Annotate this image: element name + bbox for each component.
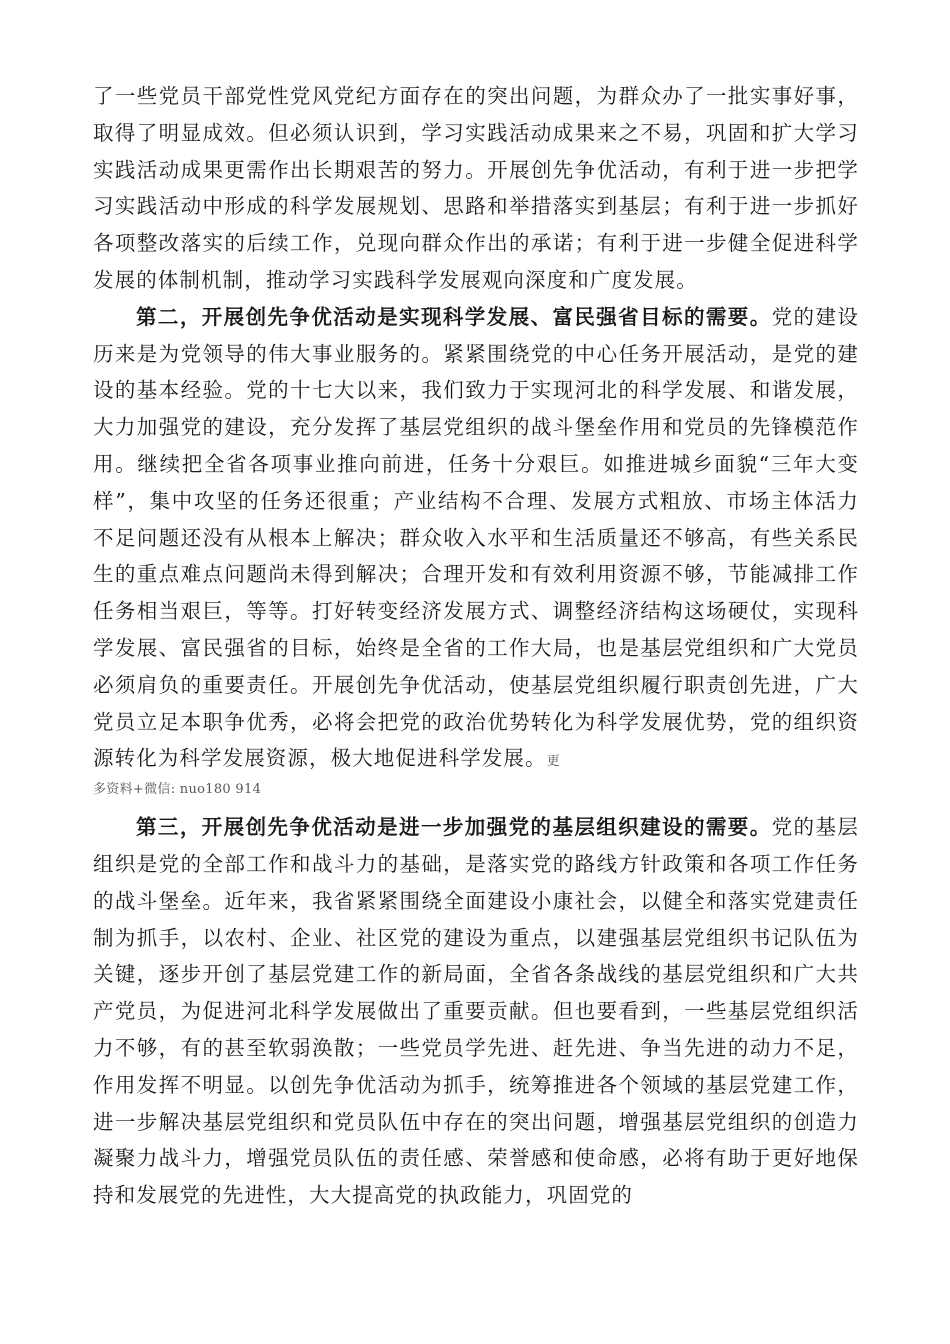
watermark-note-line: 多资料+微信: nuo180 914 — [93, 782, 262, 798]
paragraph-body: 党的基层组织是党的全部工作和战斗力的基础，是落实党的路线方针政策和各项工作任务的战斗堡垒。近年来，我省紧紧围绕全面建设小康社会，以健全和落实党建责任制为抓手，以农村、企业、社区党的建设为重点，以建强基层党组织书记队伍为关键，逐步开创了基层党建工作的新局面，全省各条战线的基层党组织和广大共产党员，为促进河北科学发展做出了重要贡献。但也要看到，一些基层党组织活力不够，有的甚至软弱涣散；一些党员学先进、赶先进、争当先进的动力不足，作用发挥不明显。以创先争优活动为抓手，统筹推进各个领域的基层党建工作，进一步解决基层党组织和党员队伍中存在的突出问题，增强基层党组织的创造力凝聚力战斗力，增强党员队伍的责任感、荣誉感和使命感，必将有助于更好地保持和发展党的先进性，大大提高党的执政能力，巩固党的 — [93, 815, 859, 1208]
paragraph-second-point — [93, 299, 859, 781]
paragraph-heading: 第二，开展创先争优活动是实现科学发展、富民强省目标的需要。 — [136, 304, 772, 329]
watermark-note-tail: 更 — [546, 754, 560, 770]
paragraph-third-point — [93, 809, 859, 1214]
document-page — [93, 78, 859, 1214]
paragraph-body: 了一些党员干部党性党风党纪方面存在的突出问题，为群众办了一批实事好事，取得了明显成效。但必须认识到，学习实践活动成果来之不易，巩固和扩大学习实践活动成果更需作出长期艰苦的努力。开展创先争优活动，有利于进一步把学习实践活动中形成的科学发展规划、思路和举措落实到基层；有利于进一步抓好各项整改落实的后续工作，兑现向群众作出的承诺；有利于进一步健全促进科学发展的体制机制，推动学习实践科学发展观向深度和广度发展。 — [93, 84, 859, 292]
paragraph-body: 党的建设历来是为党领导的伟大事业服务的。紧紧围绕党的中心任务开展活动，是党的建设的基本经验。党的十七大以来，我们致力于实现河北的科学发展、和谐发展，大力加强党的建设，充分发挥了基层党组织的战斗堡垒作用和党员的先锋模范作用。继续把全省各项事业推向前进，任务十分艰巨。如推进城乡面貌“三年大变样”，集中攻坚的任务还很重；产业结构不合理、发展方式粗放、市场主体活力不足问题还没有从根本上解决；群众收入水平和生活质量还不够高，有些关系民生的重点难点问题尚未得到解决；合理开发和有效利用资源不够，节能减排工作任务相当艰巨，等等。打好转变经济发展方式、调整经济结构这场硬仗，实现科学发展、富民强省的目标，始终是全省的工作大局，也是基层党组织和广大党员必须肩负的重要责任。开展创先争优活动，使基层党组织履行职责创先进，广大党员立足本职争优秀，必将会把党的政治优势转化为科学发展优势，党的组织资源转化为科学发展资源，极大地促进科学发展。 — [93, 304, 859, 771]
paragraph-heading: 第三，开展创先争优活动是进一步加强党的基层组织建设的需要。 — [136, 815, 772, 840]
paragraph-continuation — [93, 78, 859, 299]
